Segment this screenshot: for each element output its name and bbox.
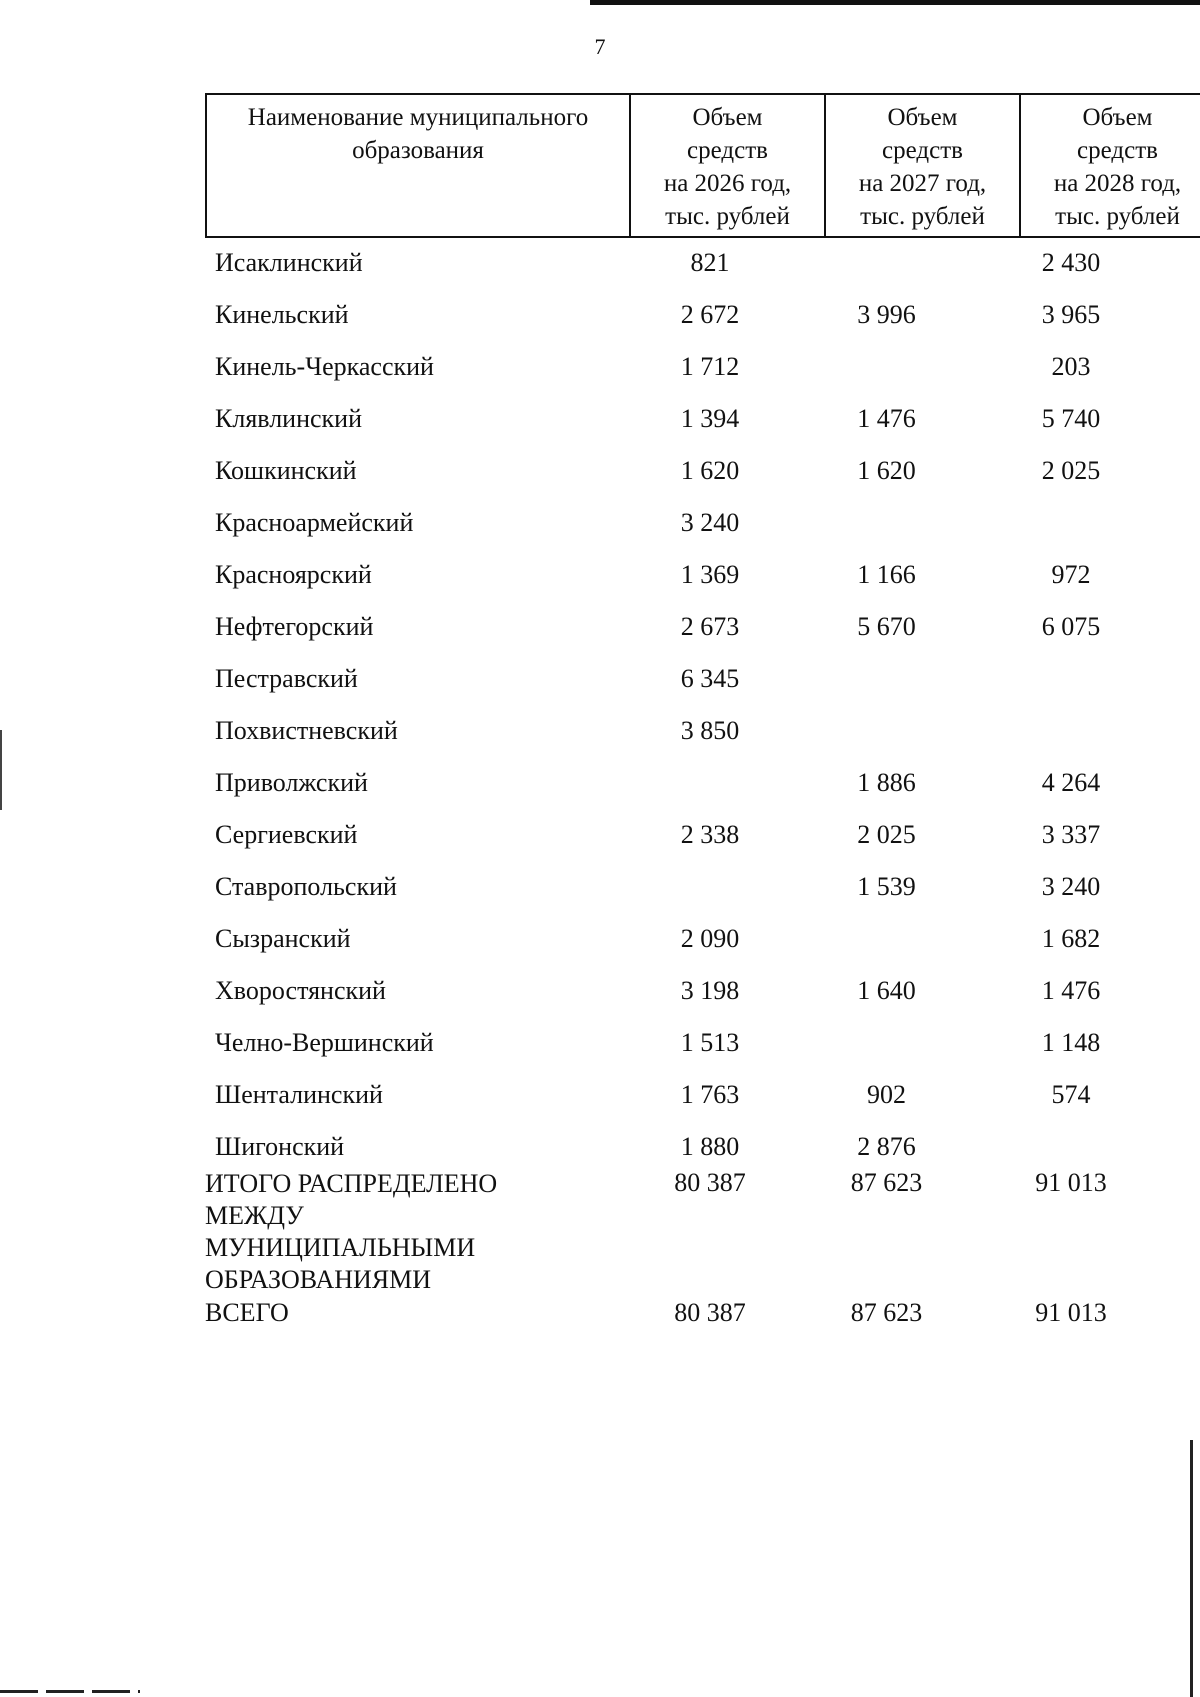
cell-name: Челно-Вершинский xyxy=(215,1028,434,1057)
cell-name: Хворостянский xyxy=(215,976,386,1005)
cell-2026: 3 240 xyxy=(680,508,740,537)
cell-2027: 902 xyxy=(867,1080,906,1109)
cell-2026: 1 369 xyxy=(680,560,740,589)
table-row xyxy=(205,498,1165,550)
cell-2028: 1 476 xyxy=(1041,976,1101,1005)
cell-name: Сергиевский xyxy=(215,820,358,849)
table-row xyxy=(205,602,1165,654)
cell-name: Кинельский xyxy=(215,300,349,329)
cell-name: Исаклинский xyxy=(215,248,363,277)
table-row xyxy=(205,238,1165,290)
cell-name: Шенталинский xyxy=(215,1080,383,1109)
cell-2027: 5 670 xyxy=(857,612,916,641)
table-row xyxy=(205,654,1165,706)
cell-name: Клявлинский xyxy=(215,404,363,433)
cell-2028: 2 430 xyxy=(1041,248,1101,277)
cell-2027: 2 025 xyxy=(857,820,916,849)
cell-name: Красноярский xyxy=(215,560,372,589)
cell-name: Сызранский xyxy=(215,924,351,953)
table-row xyxy=(205,290,1165,342)
total-label: ИТОГО РАСПРЕДЕЛЕНО МЕЖДУ МУНИЦИПАЛЬНЫМИ ОБРАЗОВАНИЯМИ xyxy=(205,1169,498,1294)
cell-2028: 1 148 xyxy=(1041,1028,1101,1057)
cell-2026: 2 090 xyxy=(680,924,740,953)
table-row xyxy=(205,706,1165,758)
cell-name: Ставропольский xyxy=(215,872,397,901)
table-row xyxy=(205,394,1165,446)
cell-2027: 1 539 xyxy=(857,872,916,901)
cell-name: Приволжский xyxy=(215,768,368,797)
cell-2027: 1 166 xyxy=(857,560,916,589)
table-row xyxy=(205,1018,1165,1070)
table-row xyxy=(205,550,1165,602)
cell-2028: 3 240 xyxy=(1041,872,1101,901)
cell-2026: 6 345 xyxy=(680,664,740,693)
cell-2027: 2 876 xyxy=(857,1132,916,1161)
grand-total-row xyxy=(205,1298,1165,1338)
cell-2026: 2 672 xyxy=(680,300,740,329)
cell-2026: 1 880 xyxy=(680,1132,740,1161)
table-row xyxy=(205,342,1165,394)
cell-2026: 3 850 xyxy=(680,716,740,745)
cell-name: Красноармейский xyxy=(215,508,414,537)
cell-2027: 1 476 xyxy=(857,404,916,433)
cell-2026: 3 198 xyxy=(680,976,740,1005)
cell-2028: 5 740 xyxy=(1041,404,1101,433)
cell-2027: 1 886 xyxy=(857,768,916,797)
cell-2027: 1 640 xyxy=(857,976,916,1005)
cell-2028: 4 264 xyxy=(1041,768,1101,797)
grand-total-2028: 91 013 xyxy=(1035,1298,1107,1327)
cell-name: Пестравский xyxy=(215,664,358,693)
total-2028: 91 013 xyxy=(1035,1168,1107,1197)
header-name-column: Наименование муниципального образования xyxy=(206,94,630,237)
cell-2028: 2 025 xyxy=(1041,456,1101,485)
cell-name: Кошкинский xyxy=(215,456,357,485)
cell-2026: 1 513 xyxy=(680,1028,740,1057)
cell-2027: 1 620 xyxy=(857,456,916,485)
table-row xyxy=(205,914,1165,966)
cell-2027: 3 996 xyxy=(857,300,916,329)
cell-2026: 1 620 xyxy=(680,456,740,485)
grand-total-2027: 87 623 xyxy=(850,1298,923,1327)
cell-2028: 6 075 xyxy=(1041,612,1101,641)
cell-name: Нефтегорский xyxy=(215,612,374,641)
cell-2026: 1 763 xyxy=(680,1080,740,1109)
cell-2028: 203 xyxy=(1051,352,1091,381)
page-number: 7 xyxy=(594,34,606,59)
table-row xyxy=(205,810,1165,862)
cell-2026: 1 394 xyxy=(680,404,740,433)
table-body xyxy=(205,238,1165,1174)
grand-total-label: ВСЕГО xyxy=(205,1298,289,1327)
cell-2026: 1 712 xyxy=(680,352,740,381)
table-row xyxy=(205,446,1165,498)
cell-name: Кинель-Черкасский xyxy=(215,352,434,381)
scan-edge-dashes xyxy=(0,1690,140,1693)
scan-edge-line xyxy=(590,0,1200,5)
header-2027-column: Объем средств на 2027 год, тыс. рублей xyxy=(825,94,1020,237)
table-row xyxy=(205,862,1165,914)
cell-2026: 821 xyxy=(690,248,730,277)
table-row xyxy=(205,758,1165,810)
scan-edge-line xyxy=(0,730,2,810)
cell-2028: 972 xyxy=(1051,560,1091,589)
cell-2028: 3 965 xyxy=(1041,300,1101,329)
total-2026: 80 387 xyxy=(674,1168,746,1197)
cell-name: Шигонский xyxy=(215,1132,345,1161)
cell-2028: 574 xyxy=(1051,1080,1091,1109)
header-2026-column: Объем средств на 2026 год, тыс. рублей xyxy=(630,94,825,237)
cell-2026: 2 338 xyxy=(680,820,740,849)
cell-2028: 3 337 xyxy=(1041,820,1101,849)
cell-2028: 1 682 xyxy=(1041,924,1101,953)
total-2027: 87 623 xyxy=(850,1168,923,1197)
header-2028-column: Объем средств на 2028 год, тыс. рублей xyxy=(1020,94,1200,237)
scan-edge-line xyxy=(1190,1440,1193,1697)
table-header xyxy=(205,93,1200,238)
total-row xyxy=(205,1168,1165,1318)
grand-total-2026: 80 387 xyxy=(674,1298,746,1327)
table-row xyxy=(205,966,1165,1018)
table-row xyxy=(205,1122,1165,1174)
cell-name: Похвистневский xyxy=(215,716,398,745)
cell-2026: 2 673 xyxy=(680,612,740,641)
table-row xyxy=(205,1070,1165,1122)
